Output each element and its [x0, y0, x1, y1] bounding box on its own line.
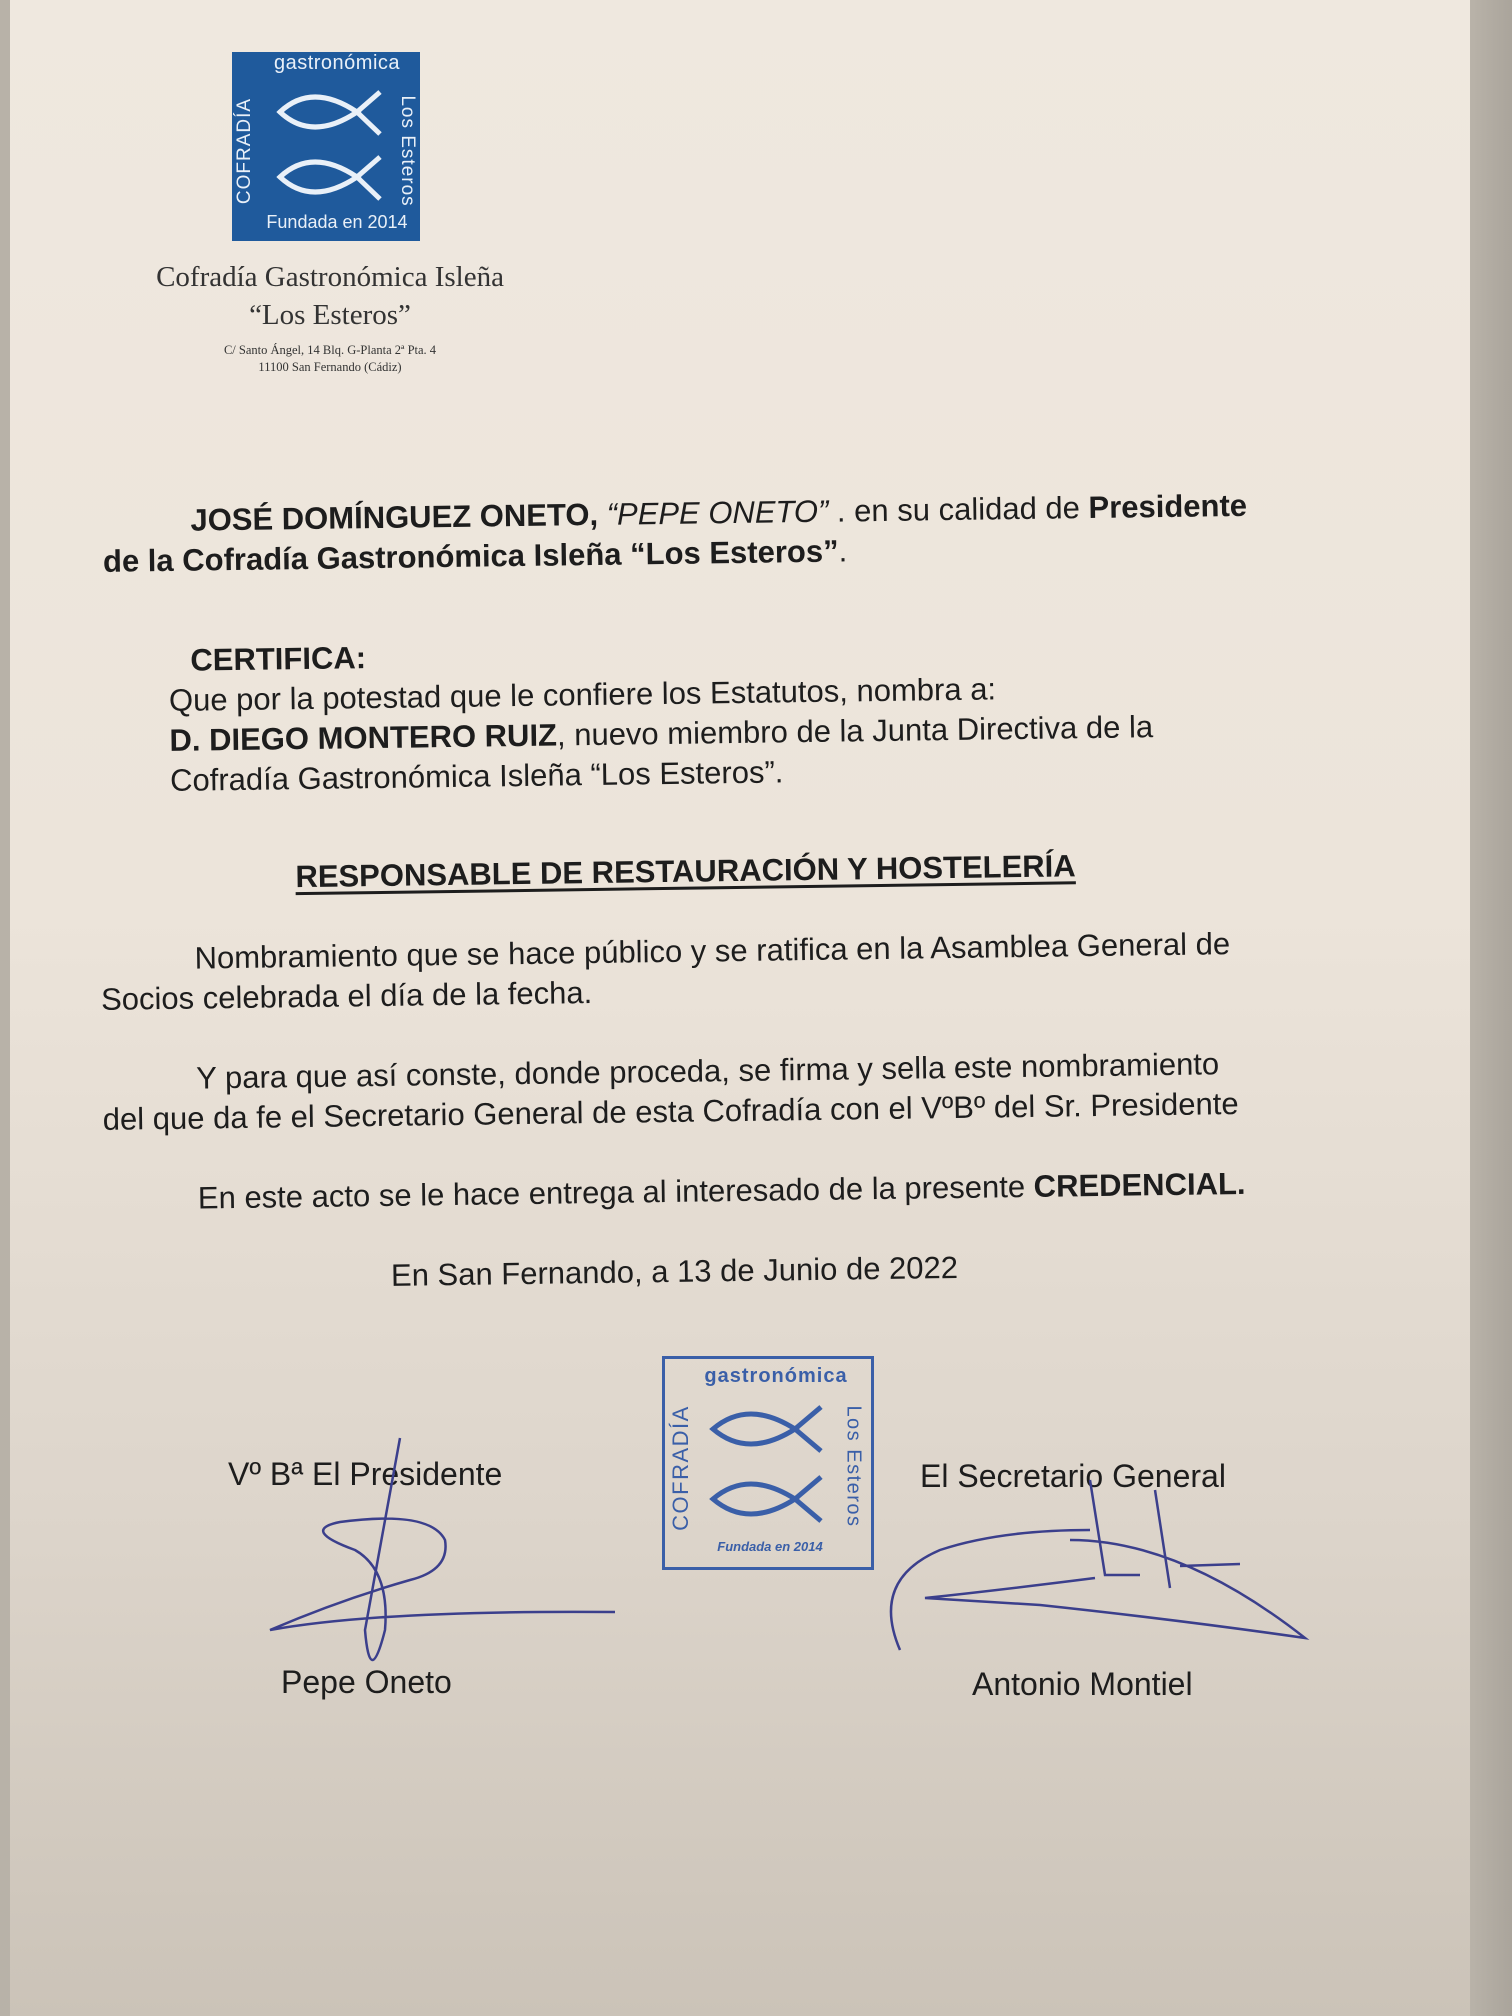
entrega-text: En este acto se le hace entrega al interesado de la presente — [197, 1168, 1034, 1216]
role-title: RESPONSABLE DE RESTAURACIÓN Y HOSTELERÍA — [295, 848, 1076, 895]
fish-icon — [272, 82, 392, 212]
cofradia-logo — [232, 52, 420, 241]
secretary-signature — [880, 1470, 1320, 1660]
secretary-name-signature: Antonio Montiel — [972, 1666, 1193, 1702]
credencial-word: CREDENCIAL. — [1033, 1165, 1246, 1204]
logo-left-text: COFRADÍA — [234, 97, 255, 205]
intro-organization: de la Cofradía Gastronómica Isleña “Los Esteros” — [102, 533, 839, 579]
president-name-signature: Pepe Oneto — [281, 1664, 452, 1700]
cert-line3: Cofradía Gastronómica Isleña “Los Esteros”. — [169, 754, 784, 798]
stamp-bottom-text: Fundada en 2014 — [717, 1539, 823, 1554]
organization-address — [160, 342, 500, 376]
org-name-line2: “Los Esteros” — [249, 299, 411, 331]
nombramiento-line1: Nombramiento que se hace público y se ratifica en la Asamblea General de — [194, 926, 1231, 976]
nombramiento-line2: Socios celebrada el día de la fecha. — [100, 975, 593, 1017]
president-signature — [260, 1430, 620, 1680]
intro-line2-end: . — [838, 533, 848, 569]
conste-line2: del que da fe el Secretario General de esta Cofradía con el VºBº del Sr. Presidente — [102, 1086, 1239, 1137]
background-surface — [1470, 0, 1512, 2016]
logo-bottom-text: Fundada en 2014 — [266, 212, 408, 232]
secretary-title: El Secretario General — [920, 1458, 1226, 1494]
appointee-name: D. DIEGO MONTERO RUIZ — [169, 717, 558, 758]
intro-role: Presidente — [1088, 487, 1248, 526]
logo-right-text: Los Esteros — [397, 95, 418, 207]
organization-name — [110, 258, 550, 334]
logo-top-text: gastronómica — [273, 52, 401, 74]
fish-icon — [703, 1395, 833, 1535]
stamp-right-text: Los Esteros — [842, 1405, 865, 1528]
address-line2: 11100 San Fernando (Cádiz) — [258, 360, 402, 374]
certifica-heading: CERTIFICA: — [190, 640, 367, 678]
stamp-left-text: COFRADÍA — [668, 1405, 693, 1531]
date-line: En San Fernando, a 13 de Junio de 2022 — [390, 1249, 959, 1293]
stamp-top-text: gastronómica — [704, 1365, 848, 1387]
cert-line2-rest: , nuevo miembro de la Junta Directiva de la — [556, 709, 1154, 753]
president-name: JOSÉ DOMÍNGUEZ ONETO, — [190, 496, 599, 538]
org-name-line1: Cofradía Gastronómica Isleña — [156, 261, 504, 293]
cofradia-stamp — [662, 1356, 874, 1570]
address-line1: C/ Santo Ángel, 14 Blq. G-Planta 2ª Pta. 4 — [223, 343, 437, 357]
conste-line1: Y para que así conste, donde proceda, se firma y sella este nombramiento — [195, 1046, 1220, 1096]
cert-line1: Que por la potestad que le confiere los Estatutos, nombra a: — [168, 671, 997, 718]
president-alias: “PEPE ONETO” — [606, 493, 829, 532]
president-title: Vº Bª El Presidente — [228, 1456, 503, 1492]
intro-text: . en su calidad de — [828, 490, 1089, 529]
